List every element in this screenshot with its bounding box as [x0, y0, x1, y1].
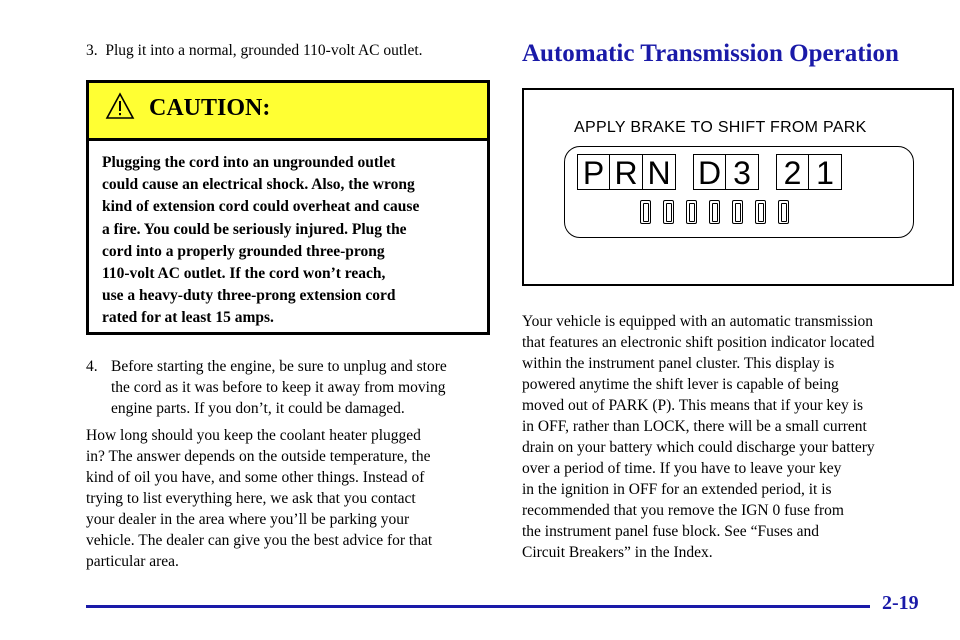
gear-n: N — [643, 154, 676, 190]
gear-1: 1 — [809, 154, 842, 190]
shift-position-display — [564, 146, 914, 238]
gear-3: 3 — [726, 154, 759, 190]
shift-indicator-illustration — [522, 88, 954, 286]
caution-text: Plugging the cord into an ungrounded outlet could cause an electrical shock. Also, the wrong kind of extension cord could overheat and cause a fire. You could be seriously injured. Plug the cord into a properly grounded three‑prong 110‑volt AC outlet. If the cord won’t reach, use a heavy‑duty three‑prong extension cord rated for at least 15 amps. — [102, 154, 420, 327]
caution-title: CAUTION: — [149, 95, 271, 121]
step-3: 3. Plug it into a normal, grounded 110‑volt AC outlet. — [86, 42, 423, 59]
footer-rule — [86, 605, 870, 608]
indicator-lamp — [709, 200, 720, 224]
gear-d: D — [693, 154, 726, 190]
caution-header — [89, 83, 487, 141]
apply-brake-caption: APPLY BRAKE TO SHIFT FROM PARK — [574, 119, 867, 136]
caution-box — [86, 80, 490, 335]
page-number: 2‑19 — [882, 592, 919, 614]
indicator-lamp — [732, 200, 743, 224]
section-title: Automatic Transmission Operation — [522, 40, 899, 67]
gear-r: R — [610, 154, 643, 190]
indicator-lamp — [640, 200, 651, 224]
step-4-number: 4. — [86, 358, 98, 375]
coolant-heater-paragraph: How long should you keep the coolant heater plugged in? The answer depends on the outside temperature, the kind of oil you have, and some other things. Instead of trying to list everything here, we ask that you contact your dealer in the area where you’ll be parking your vehicle. The dealer can give you the best advice for that particular area. — [86, 427, 433, 570]
gear-p: P — [577, 154, 610, 190]
transmission-paragraph: Your vehicle is equipped with an automatic transmission that features an electronic shift position indicator located within the instrument panel cluster. This display is powered anytime the shift lever is capable of being moved out of PARK (P). This means that if your key is in OFF, rather than LOCK, there will be a small current drain on your battery which could discharge your battery over a period of time. If you have to leave your key in the ignition in OFF for an extended period, it is recommended that you remove the IGN 0 fuse from the instrument panel fuse block. See “Fuses and Circuit Breakers” in the Index. — [522, 313, 875, 561]
indicator-lamp — [686, 200, 697, 224]
warning-triangle-icon — [105, 92, 135, 120]
gear-2: 2 — [776, 154, 809, 190]
indicator-lamp — [663, 200, 674, 224]
indicator-lamp — [755, 200, 766, 224]
indicator-lamp — [778, 200, 789, 224]
